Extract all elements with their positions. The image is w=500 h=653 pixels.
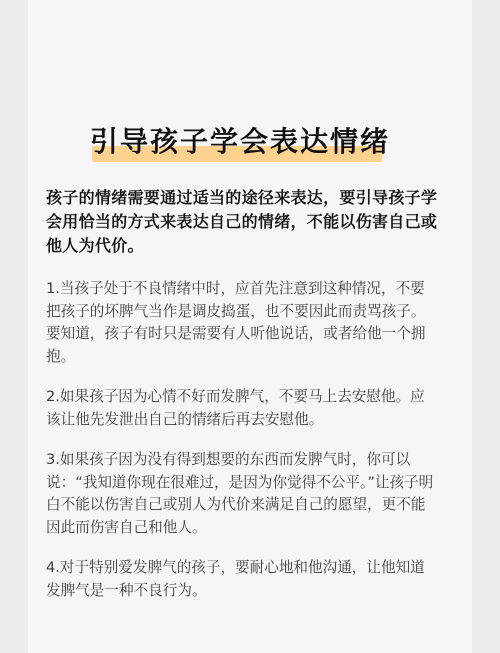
tips-list bbox=[46, 278, 438, 602]
intro-paragraph: 孩子的情绪需要通过适当的途径来表达，要引导孩子学会用恰当的方式来表达自己的情绪，不能以伤害自己或他人为代价。 bbox=[46, 188, 438, 255]
tip-paragraph: 4.对于特别爱发脾气的孩子，要耐心地和他沟通，让他知道发脾气是一种不良行为。 bbox=[46, 559, 425, 599]
page-title: 引导孩子学会表达情绪 bbox=[90, 125, 391, 158]
tip-paragraph: 1.当孩子处于不良情绪中时，应首先注意到这种情况，不要把孩子的坏脾气当作是调皮捣蛋，也不要因此而责骂孩子。要知道，孩子有时只是需要有人听他说话，或者给他一个拥抱。 bbox=[46, 280, 426, 365]
title-block bbox=[90, 122, 390, 162]
tip-paragraph: 2.如果孩子因为心情不好而发脾气，不要马上去安慰他。应该让他先发泄出自己的情绪后再去安慰他。 bbox=[46, 388, 425, 428]
tip-paragraph: 3.如果孩子因为没有得到想要的东西而发脾气时，你可以说：“我知道你现在很难过，是因为你觉得不公平。”让孩子明白不能以伤害自己或别人为代价来满足自己的愿望，更不能因此而伤害自己和他人。 bbox=[46, 451, 434, 536]
